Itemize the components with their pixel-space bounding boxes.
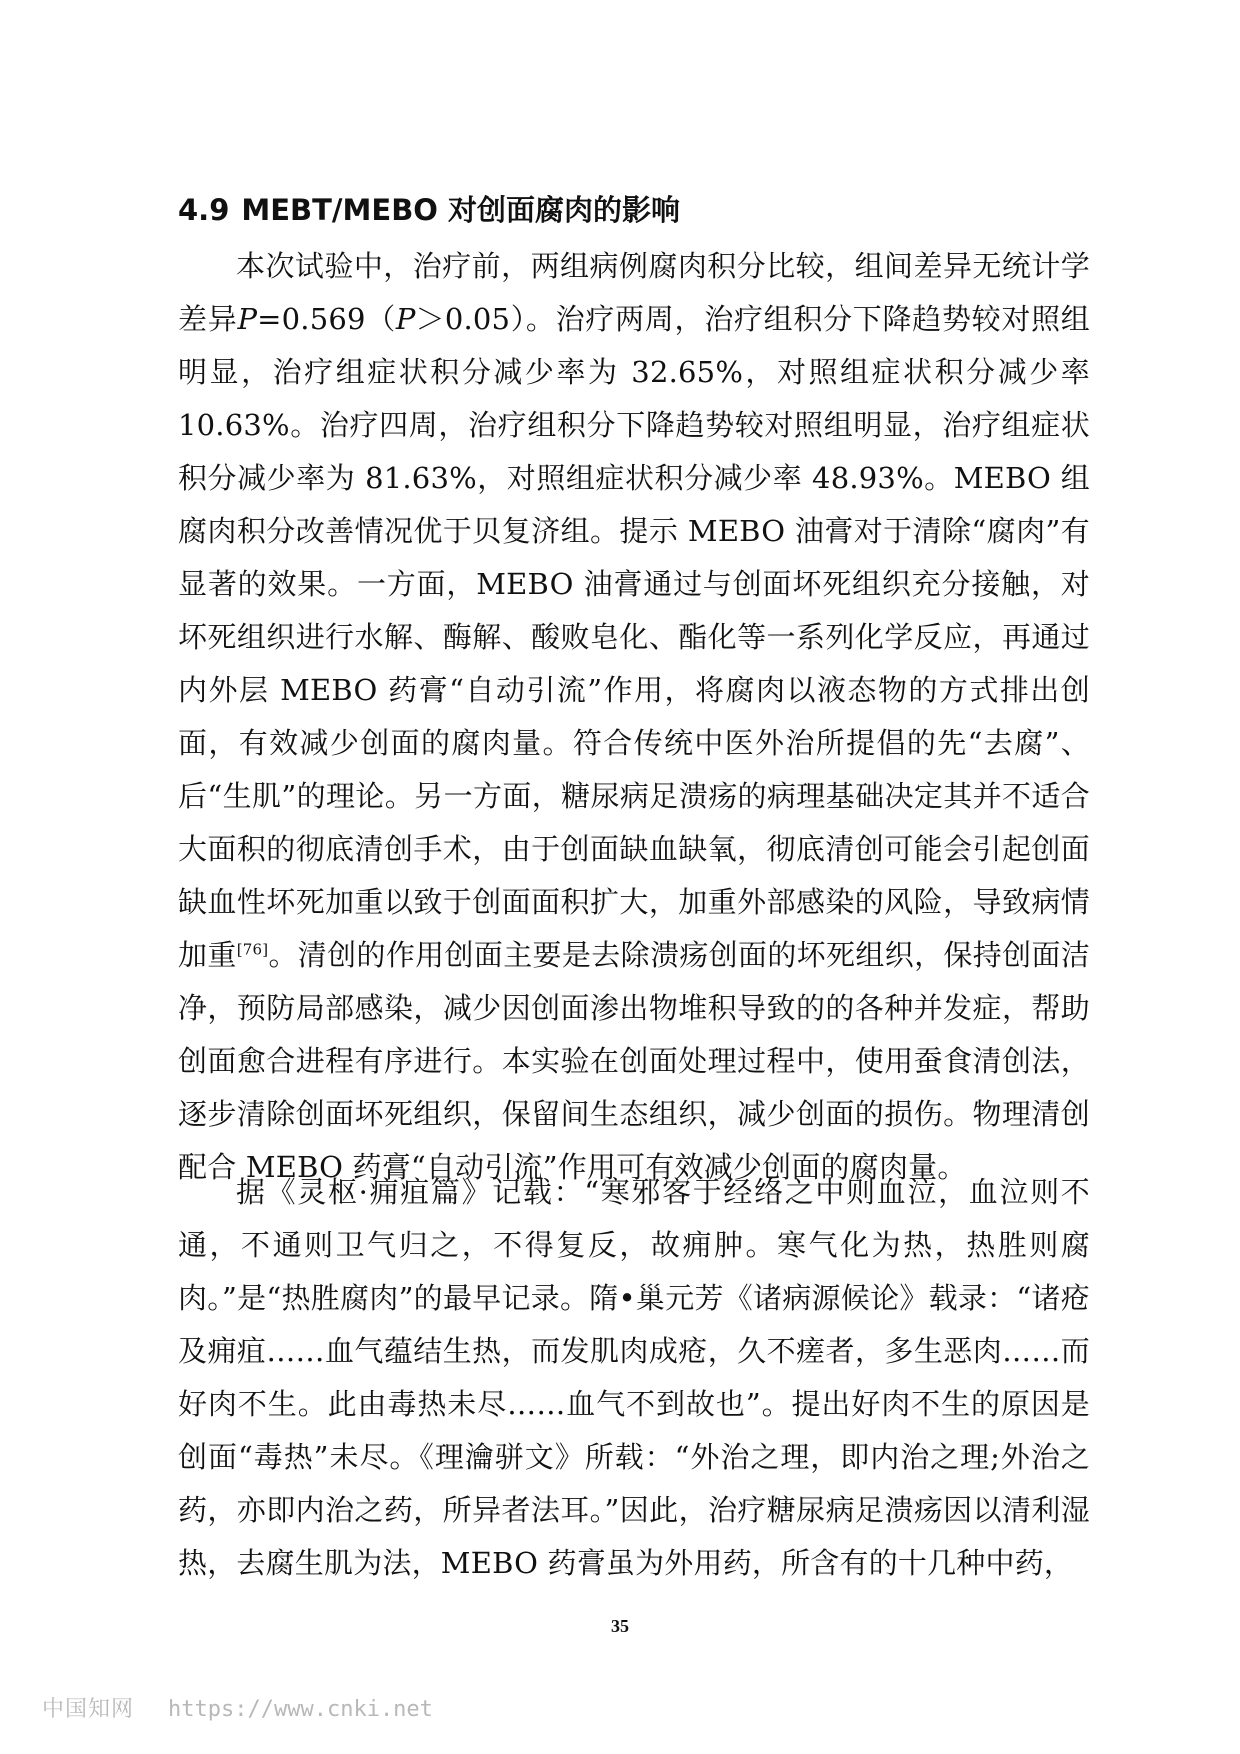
- paragraph-1: [178, 240, 1090, 1194]
- section-number: 4.9: [178, 193, 230, 227]
- watermark-url: https://www.cnki.net: [168, 1697, 433, 1722]
- cnki-watermark: [42, 1692, 433, 1723]
- p-symbol-2: P: [395, 302, 416, 336]
- body-text-2: [178, 1166, 1090, 1590]
- paragraph-1-text-b: ＞0.05）。治疗两周，治疗组积分下降趋势较对照组明显，治疗组症状积分减少率为 32.65%，对照组症状积分减少率 10.63%。治疗四周，治疗组积分下降趋势较对照组明显，治疗组症状积分减少率为 81.63%，对照组症状积分减少率 48.93%。MEBO 组腐肉积分改善情况优于贝复济组。提示 MEBO 油膏对于清除“腐肉”有显著的效果。一方面，MEBO 油膏通过与创面坏死组织充分接触，对坏死组织进行水解、酶解、酸败皂化、酯化等一系列化学反应，再通过内外层 MEBO 药膏“自动引流”作用，将腐肉以液态物的方式排出创面，有效减少创面的腐肉量。符合传统中医外治所提倡的先“去腐”、后“生肌”的理论。另一方面，糖尿病足溃疡的病理基础决定其并不适合大面积的彻底清创手术，由于创面缺血缺氧，彻底清创可能会引起创面缺血性坏死加重以致于创面面积扩大，加重外部感染的风险，导致病情加重: [178, 302, 1090, 972]
- paragraph-1-text-c: 。清创的作用创面主要是去除溃疡创面的坏死组织，保持创面洁净，预防局部感染，减少因创面渗出物堆积导致的的各种并发症，帮助创面愈合进程有序进行。本实验在创面处理过程中，使用蚕食清创法，逐步清除创面坏死组织，保留间生态组织，减少创面的损伤。物理清创配合 MEBO 药膏“自动引流”作用可有效减少创面的腐肉量。: [178, 938, 1090, 1184]
- paragraph-1-text-a: 本次试验中，治疗前，两组病例腐肉积分比较，组间差异无统计学差异: [178, 249, 1090, 336]
- body-text: [178, 240, 1090, 1194]
- section-title-text: MEBT/MEBO 对创面腐肉的影响: [241, 193, 681, 227]
- paragraph-2: 据《灵枢·痈疽篇》记载：“寒邪客于经络之中则血泣，血泣则不通，不通则卫气归之，不得复反，故痈肿。寒气化为热，热胜则腐肉。”是“热胜腐肉”的最早记录。隋•巢元芳《诸病源候论》载录：“诸疮及痈疽……血气蕴结生热，而发肌肉成疮，久不瘥者，多生恶肉……而好肉不生。此由毒热未尽……血气不到故也”。提出好肉不生的原因是创面“毒热”未尽。《理瀹骈文》所载：“外治之理，即内治之理;外治之药，亦即内治之药，所异者法耳。”因此，治疗糖尿病足溃疡因以清利湿热，去腐生肌为法，MEBO 药膏虽为外用药，所含有的十几种中药，: [178, 1175, 1090, 1580]
- page-number: 35: [611, 1616, 629, 1636]
- watermark-logo: 中国知网: [42, 1697, 135, 1722]
- section-heading: [178, 190, 1078, 230]
- citation-ref[interactable]: [76]: [236, 940, 269, 959]
- p-value: =0.569（: [257, 302, 396, 336]
- p-symbol: P: [237, 302, 258, 336]
